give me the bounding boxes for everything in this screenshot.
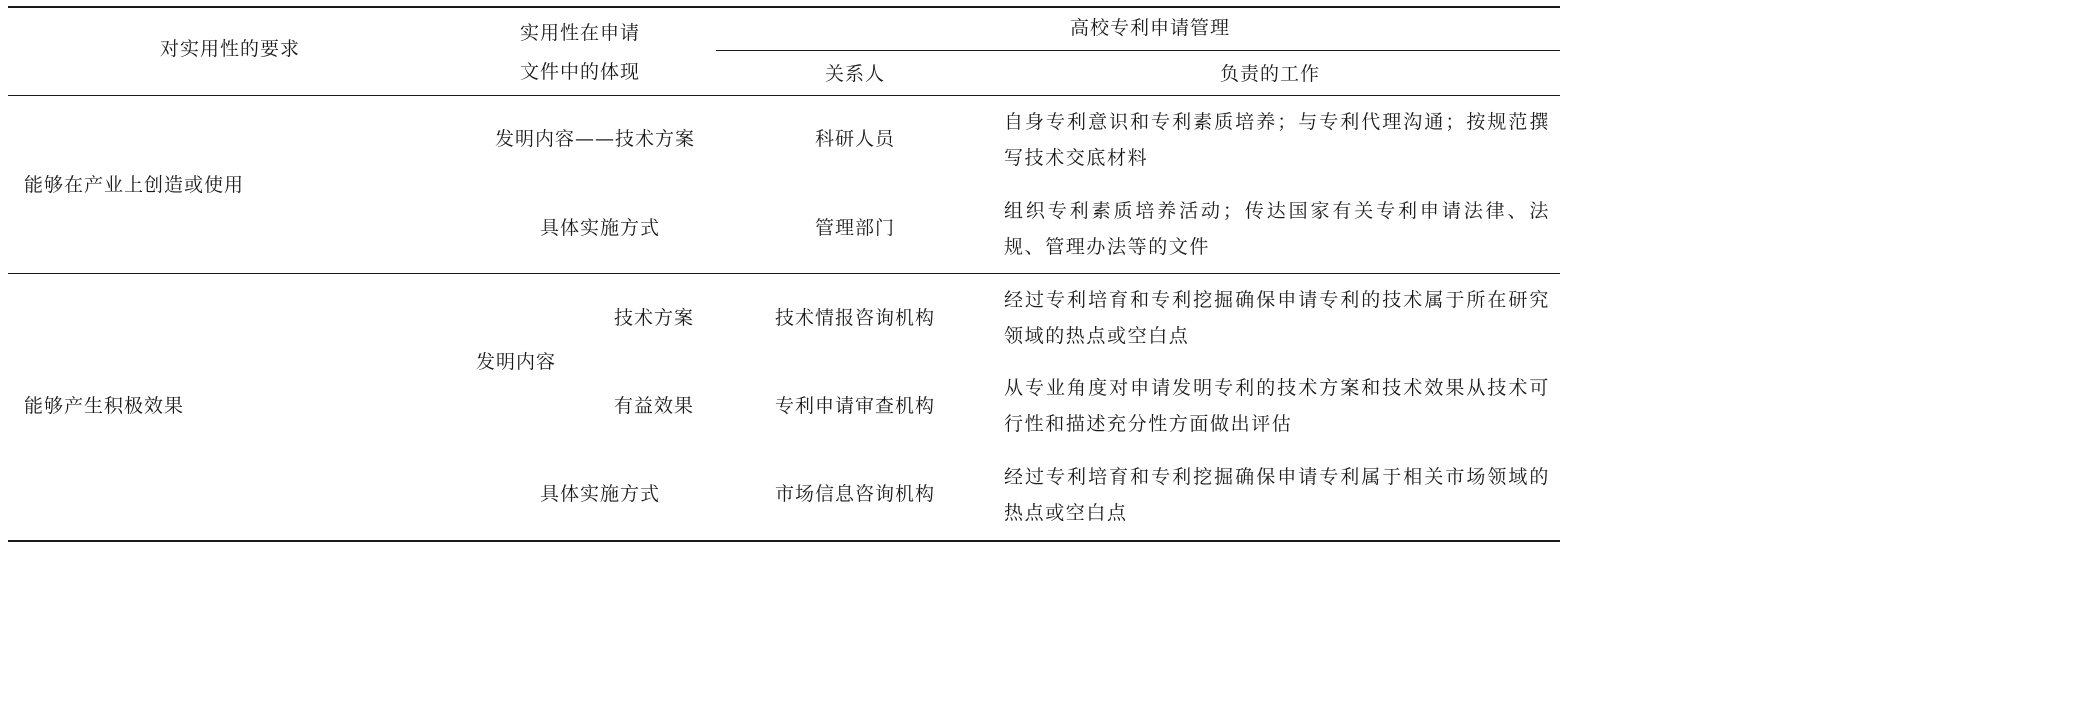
header-requirement: 对实用性的要求: [159, 38, 300, 60]
section2-row1-work: 经过专利培育和专利挖掘确保申请专利的技术属于所在研究领域的热点或空白点: [1004, 289, 1550, 347]
header-group-rule: [716, 50, 1560, 51]
header-bottom-rule: [8, 95, 1560, 96]
section2-requirement: 能够产生积极效果: [24, 395, 185, 417]
section2-row2-party: 专利申请审查机构: [774, 395, 935, 417]
header-work: 负责的工作: [1219, 63, 1320, 85]
table-top-rule: [8, 6, 1560, 8]
section1-row1-work: 自身专利意识和专利素质培养；与专利代理沟通；按规范撰写技术交底材料: [1004, 111, 1550, 169]
header-party: 关系人: [824, 63, 885, 85]
table-bottom-rule: [8, 540, 1560, 542]
header-management-group: 高校专利申请管理: [1069, 17, 1230, 39]
section1-requirement: 能够在产业上创造或使用: [24, 174, 245, 196]
section2-invention-group: 发明内容: [476, 351, 557, 373]
section2-row2-embodiment: 有益效果: [613, 395, 694, 417]
section2-row2-work: 从专业角度对申请发明专利的技术方案和技术效果从技术可行性和描述充分性方面做出评估: [1004, 377, 1550, 435]
header-embodiment-line1: 实用性在申请: [519, 22, 640, 44]
section1-row2-work: 组织专利素质培养活动；传达国家有关专利申请法律、法规、管理办法等的文件: [1004, 200, 1550, 258]
section2-row3-party: 市场信息咨询机构: [774, 483, 935, 505]
section1-row2-party: 管理部门: [814, 217, 895, 239]
section1-row1-embodiment: 发明内容——技术方案: [494, 128, 695, 150]
section2-row1-embodiment: 技术方案: [613, 307, 694, 329]
section1-row1-party: 科研人员: [814, 128, 895, 150]
section-divider-rule: [8, 273, 1560, 274]
section2-row3-work: 经过专利培育和专利挖掘确保申请专利属于相关市场领域的热点或空白点: [1004, 466, 1550, 524]
section1-row2-embodiment: 具体实施方式: [539, 217, 660, 239]
section2-row1-party: 技术情报咨询机构: [774, 307, 935, 329]
header-embodiment-line2: 文件中的体现: [519, 61, 640, 83]
section2-row3-embodiment: 具体实施方式: [539, 483, 660, 505]
